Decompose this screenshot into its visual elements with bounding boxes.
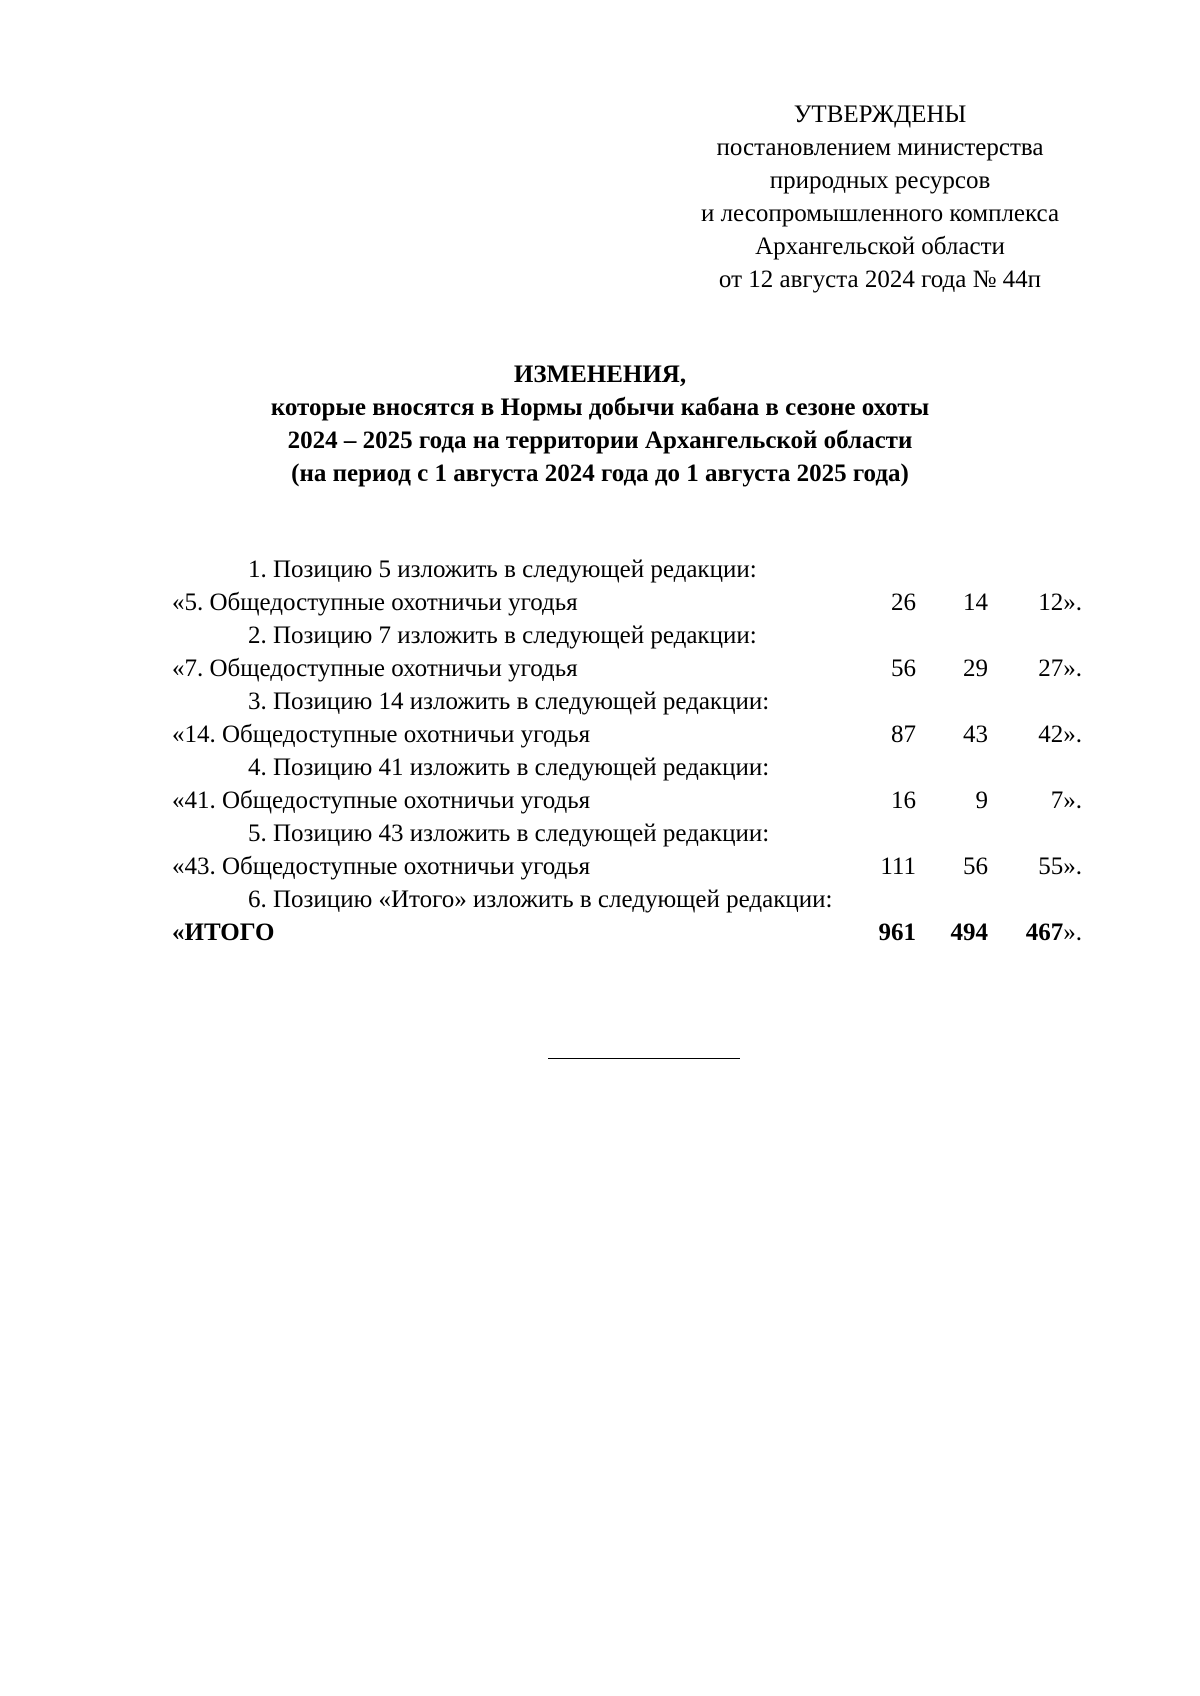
position-row <box>172 718 1112 751</box>
position-value-3: 7». <box>1050 787 1082 814</box>
change-instruction: 3. Позицию 14 изложить в следующей редакции: <box>248 688 770 715</box>
position-row <box>172 652 1112 685</box>
approval-line: природных ресурсов <box>769 167 991 194</box>
approval-block <box>660 98 1100 296</box>
document-title: ИЗМЕНЕНИЯ, <box>513 361 687 388</box>
approval-date: от 12 августа 2024 года № 44п <box>718 266 1042 293</box>
document-subtitle: (на период с 1 августа 2024 года до 1 августа 2025 года) <box>291 460 909 487</box>
position-value-1: 111 <box>880 853 916 880</box>
position-value-3: 42». <box>1038 721 1082 748</box>
position-value-2: 9 <box>975 787 988 814</box>
position-name: «14. Общедоступные охотничьи угодья <box>172 721 591 748</box>
position-value-2: 43 <box>963 721 988 748</box>
total-row <box>172 916 1112 949</box>
position-value-3: 12». <box>1038 589 1082 616</box>
position-value-3: 55». <box>1038 853 1082 880</box>
position-name: «41. Общедоступные охотничьи угодья <box>172 787 591 814</box>
position-name: «5. Общедоступные охотничьи угодья <box>172 589 578 616</box>
position-row <box>172 784 1112 817</box>
position-value-1: 16 <box>891 787 916 814</box>
total-instruction: 6. Позицию «Итого» изложить в следующей редакции: <box>248 886 833 913</box>
total-value-3 <box>1002 916 1082 949</box>
total-label: «ИТОГО <box>172 919 275 946</box>
position-row <box>172 850 1112 883</box>
change-instruction: 5. Позицию 43 изложить в следующей редакции: <box>248 820 770 847</box>
change-instruction: 1. Позицию 5 изложить в следующей редакции: <box>248 556 757 583</box>
approval-title: УТВЕРЖДЕНЫ <box>793 101 967 128</box>
position-value-1: 26 <box>891 589 916 616</box>
position-value-1: 56 <box>891 655 916 682</box>
closing-divider <box>548 1058 740 1059</box>
position-value-2: 56 <box>963 853 988 880</box>
total-value-1: 961 <box>878 919 916 946</box>
position-row <box>172 586 1112 619</box>
approval-line: Архангельской области <box>755 233 1005 260</box>
position-name: «43. Общедоступные охотничьи угодья <box>172 853 591 880</box>
total-closing: ». <box>1063 919 1082 946</box>
document-heading <box>180 358 1020 490</box>
position-value-2: 29 <box>963 655 988 682</box>
change-instruction: 2. Позицию 7 изложить в следующей редакции: <box>248 622 757 649</box>
position-name: «7. Общедоступные охотничьи угодья <box>172 655 578 682</box>
change-instruction: 4. Позицию 41 изложить в следующей редакции: <box>248 754 770 781</box>
position-value-3: 27». <box>1038 655 1082 682</box>
total-value-3-number: 467 <box>1025 919 1064 946</box>
document-subtitle: которые вносятся в Нормы добычи кабана в сезоне охоты <box>270 394 930 421</box>
total-value-2: 494 <box>950 919 988 946</box>
changes-list <box>172 553 1112 949</box>
document-subtitle: 2024 – 2025 года на территории Архангельской области <box>287 427 913 454</box>
approval-line: постановлением министерства <box>716 134 1044 161</box>
position-value-2: 14 <box>963 589 988 616</box>
approval-line: и лесопромышленного комплекса <box>700 200 1060 227</box>
position-value-1: 87 <box>891 721 916 748</box>
